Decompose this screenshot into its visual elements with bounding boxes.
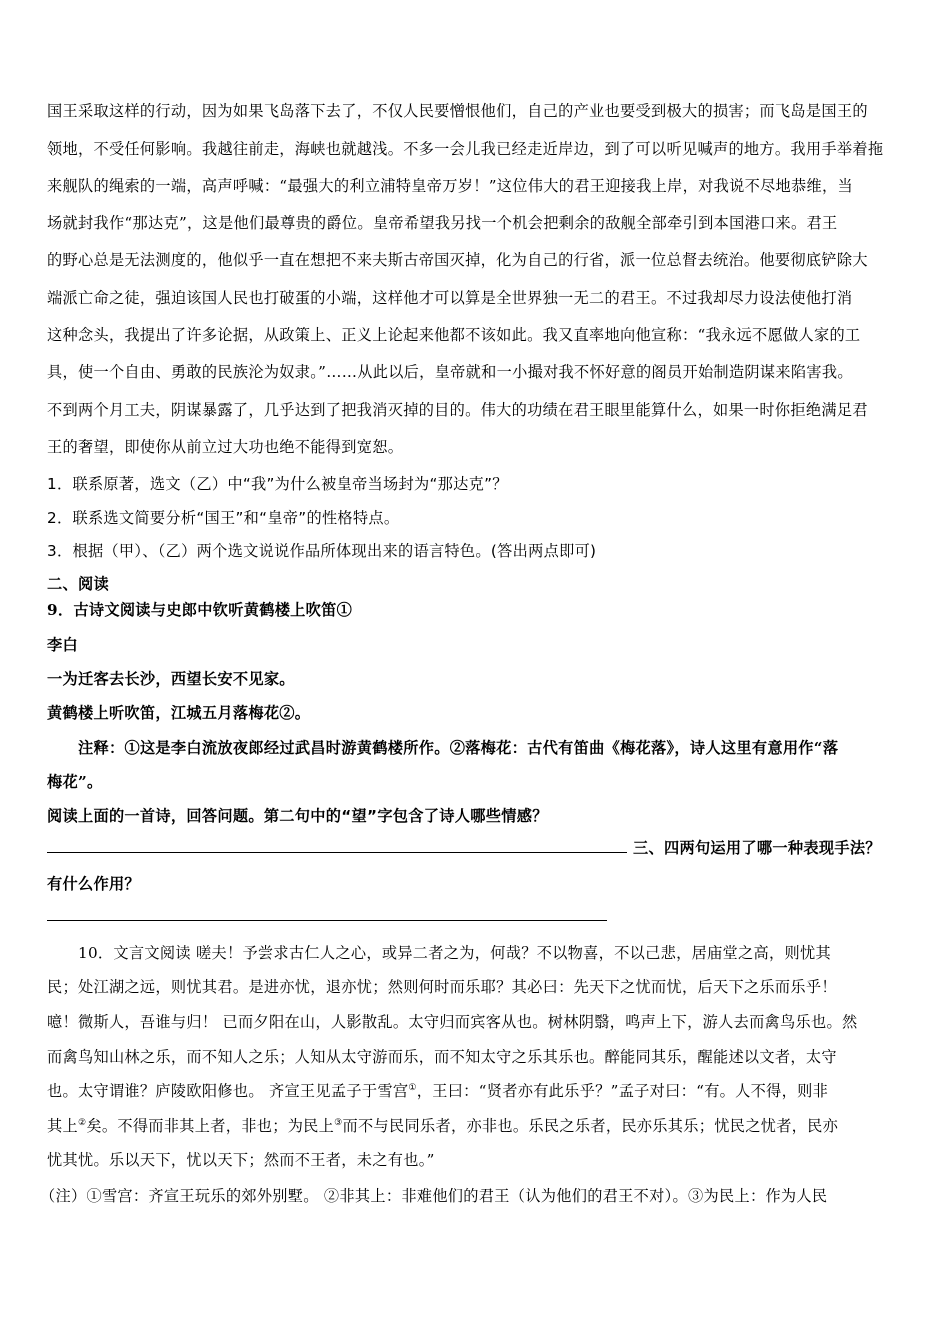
- poem-notes: 梅花”。: [47, 773, 103, 791]
- passage-line: 国王采取这样的行动，因为如果飞岛落下去了，不仅人民要憎恨他们，自己的产业也要受到极大的损害；而飞岛是国王的: [47, 102, 868, 120]
- question-prompt: 阅读上面的一首诗，回答问题。第二句中的“望”字包含了诗人哪些情感？: [47, 807, 548, 825]
- classical-text-line: 噫！微斯人，吾谁与归！ 已而夕阳在山，人影散乱。太守归而宾客从也。树林阴翳，鸣声上下，游人去而禽鸟乐也。然: [47, 1013, 858, 1031]
- passage-line: 领地，不受任何影响。我越往前走，海峡也就越浅。不多一会儿我已经走近岸边，到了可以听见喊声的地方。我用手举着拖: [47, 140, 884, 158]
- footnote-ref: ③: [334, 1117, 343, 1128]
- classical-text-line: 忧其忧。乐以天下，忧以天下；然而不王者，未之有也。”: [47, 1151, 435, 1169]
- passage-line: 来舰队的绳索的一端，高声呼喊：“最强大的利立浦特皇帝万岁！”这位伟大的君王迎接我上岸，对我说不尽地恭维，当: [47, 177, 853, 195]
- classical-text-line: [47, 1081, 828, 1101]
- section-heading: 二、阅读: [47, 575, 109, 593]
- answer-line-2: [47, 906, 607, 926]
- poem-author: 李白: [47, 636, 78, 654]
- answer-line-1: [47, 838, 881, 858]
- passage-line: 具，使一个自由、勇敢的民族沦为奴隶。”……从此以后，皇帝就和一小撮对我不怀好意的阁员开始制造阴谋来陷害我。: [47, 363, 853, 381]
- classical-text-line: 而禽鸟知山林之乐，而不知人之乐；人知从太守游而乐，而不知太守之乐其乐也。醉能同其乐，醒能述以文者，太守: [47, 1048, 837, 1066]
- passage-line: 不到两个月工夫，阴谋暴露了，几乎达到了把我消灭掉的目的。伟大的功绩在君王眼里能算什么，如果一时你拒绝满足君: [47, 401, 868, 419]
- poem-title: 9．古诗文阅读与史郎中钦听黄鹤楼上吹笛①: [47, 601, 353, 619]
- poem-notes: 注释：①这是李白流放夜郎经过武昌时游黄鹤楼所作。②落梅花：古代有笛曲《梅花落》，诗人这里有意用作“落: [78, 739, 839, 757]
- text-segment: 矣。不得而非其上者，非也；为民上: [86, 1117, 335, 1135]
- footnote-ref: ①: [408, 1082, 417, 1093]
- text-segment: ，王曰：“贤者亦有此乐乎？”孟子对曰：“有。人不得，则非: [416, 1082, 829, 1100]
- text-segment: 而不与民同乐者，亦非也。乐民之乐者，民亦乐其乐；忧民之忧者，民亦: [342, 1117, 839, 1135]
- passage-line: 这种念头，我提出了许多论据，从政策上、正义上论起来他都不该如此。我又直率地向他宣称：“我永远不愿做人家的工: [47, 326, 861, 344]
- passage-line: 场就封我作“那达克”，这是他们最尊贵的爵位。皇帝希望我另找一个机会把剩余的敌舰全部牵引到本国港口来。君王: [47, 214, 838, 232]
- classical-text-line: [47, 1116, 838, 1136]
- text-segment: 其上: [47, 1117, 78, 1135]
- footnote-ref: ②: [77, 1117, 87, 1128]
- passage-line: 的野心总是无法测度的，他似乎一直在想把不来夫斯古帝国灭掉，化为自己的行省，派一位总督去统治。他要彻底铲除大: [47, 251, 868, 269]
- passage-line: 端派亡命之徒，强迫该国人民也打破蛋的小端，这样他才可以算是全世界独一无二的君王。不过我却尽力设法使他打消: [47, 289, 853, 307]
- question-item: 3．根据（甲）、（乙）两个选文说说作品所体现出来的语言特色。(答出两点即可): [47, 542, 597, 560]
- passage-line: 王的奢望，即使你从前立过大功也绝不能得到宽恕。: [47, 438, 404, 456]
- poem-line: 黄鹤楼上听吹笛，江城五月落梅花②。: [47, 704, 311, 722]
- classical-text-line: 10．文言文阅读 嗟夫！予尝求古仁人之心，或异二者之为，何哉？不以物喜，不以己悲，居庙堂之高，则忧其: [78, 944, 831, 962]
- answer-blank[interactable]: [47, 838, 627, 853]
- question-item: 1．联系原著，选文（乙）中“我”为什么被皇帝当场封为“那达克”？: [47, 475, 508, 493]
- question-text: 有什么作用？: [47, 875, 140, 893]
- footnotes: （注）①雪宫：齐宣王玩乐的郊外别墅。 ②非其上：非难他们的君王（认为他们的君王不对）。③为民上：作为人民: [40, 1187, 828, 1205]
- question-text: 三、四两句运用了哪一种表现手法？: [633, 839, 881, 857]
- question-item: 2．联系选文简要分析“国王”和“皇帝”的性格特点。: [47, 509, 400, 527]
- poem-line: 一为迁客去长沙，西望长安不见家。: [47, 670, 295, 688]
- classical-text-line: 民；处江湖之远，则忧其君。是进亦忧，退亦忧；然则何时而乐耶？其必曰：先天下之忧而忧，后天下之乐而乐乎！: [47, 978, 837, 996]
- text-segment: 也。太守谓谁？庐陵欧阳修也。 齐宣王见孟子于雪宫: [47, 1082, 409, 1100]
- answer-blank[interactable]: [47, 906, 607, 921]
